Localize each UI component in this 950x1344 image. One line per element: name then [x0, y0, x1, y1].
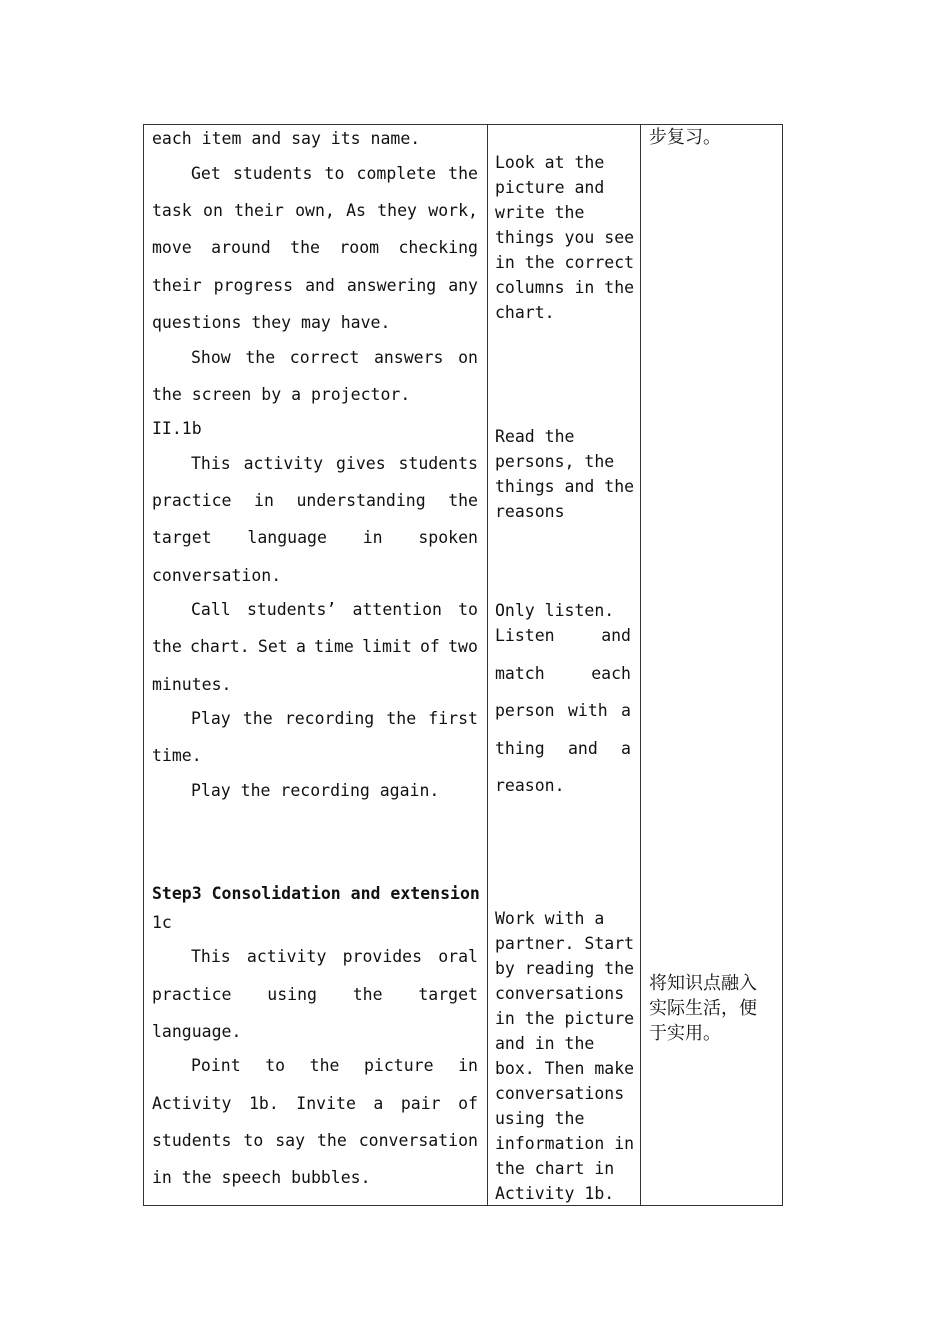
- text-line: [191, 947, 478, 967]
- word: Point: [191, 1056, 241, 1075]
- text-line: [191, 600, 478, 620]
- word: their: [152, 276, 202, 295]
- word: practice: [152, 491, 232, 510]
- word: Get: [191, 164, 221, 183]
- word: in: [362, 528, 383, 547]
- text-line: questions they may have.: [152, 313, 391, 332]
- word: correct: [289, 348, 360, 367]
- word: their: [234, 201, 284, 220]
- word: of: [420, 637, 440, 656]
- word: in: [458, 1056, 478, 1075]
- word: progress: [213, 276, 294, 295]
- text-line: in the speech bubbles.: [152, 1168, 371, 1187]
- word: a: [621, 701, 631, 720]
- text-line: the chart in: [495, 1159, 615, 1178]
- text-line: 步复习。: [649, 127, 721, 148]
- word: Invite: [296, 1094, 356, 1113]
- text-line: columns in the: [495, 278, 635, 297]
- text-line: by reading the: [495, 959, 635, 978]
- word: with: [567, 701, 608, 720]
- word: the: [152, 637, 182, 656]
- text-line: things and the: [495, 477, 635, 496]
- text-line: conversation.: [152, 566, 282, 585]
- word: provides: [342, 947, 423, 966]
- word: answering: [346, 276, 437, 295]
- word: a: [373, 1094, 384, 1113]
- word: the: [242, 709, 273, 728]
- text-line: language.: [152, 1022, 242, 1041]
- text-line: 将知识点融入: [649, 973, 757, 994]
- word: Set: [257, 637, 288, 656]
- text-line: picture and: [495, 178, 605, 197]
- word: in: [254, 491, 274, 510]
- word: picture: [364, 1056, 434, 1075]
- word: of: [458, 1094, 478, 1113]
- text-line: 于实用。: [649, 1023, 721, 1044]
- word: chart.: [190, 637, 250, 656]
- text-line: and in the: [495, 1034, 595, 1053]
- text-line: [152, 491, 478, 511]
- text-line: [495, 701, 631, 721]
- word: This: [191, 947, 231, 966]
- text-line: persons, the: [495, 452, 615, 471]
- text-line: reasons: [495, 502, 565, 521]
- word: limit: [362, 637, 412, 656]
- text-line: 实际生活，便: [649, 998, 757, 1019]
- word: and: [305, 276, 335, 295]
- word: move: [152, 238, 192, 257]
- word: activity: [246, 947, 327, 966]
- text-line: [191, 454, 478, 474]
- word: the: [352, 985, 383, 1004]
- text-line: chart.: [495, 303, 555, 322]
- word: person: [495, 701, 555, 720]
- text-line: [152, 1131, 478, 1151]
- text-line: [152, 985, 478, 1005]
- word: room: [339, 238, 380, 257]
- text-line: time.: [152, 746, 202, 765]
- text-line: information in: [495, 1134, 635, 1153]
- word: the: [290, 238, 320, 257]
- text-line: [152, 637, 478, 657]
- text-line: in the picture: [495, 1009, 635, 1028]
- word: complete: [356, 164, 437, 183]
- section-label: 1c: [152, 913, 172, 932]
- word: to: [265, 1056, 286, 1075]
- text-line: reason.: [495, 776, 565, 795]
- word: Show: [191, 348, 231, 367]
- word: and: [567, 739, 598, 758]
- text-line: [152, 238, 478, 258]
- word: the: [316, 1131, 347, 1150]
- word: understanding: [296, 491, 426, 510]
- text-line: [152, 201, 478, 221]
- word: spoken: [418, 528, 478, 547]
- text-line: [191, 348, 478, 368]
- text-line: partner. Start: [495, 934, 635, 953]
- word: pair: [400, 1094, 441, 1113]
- design-intent-column: [641, 125, 783, 1206]
- word: to: [243, 1131, 264, 1150]
- text-line: each item and say its name.: [152, 129, 421, 148]
- word: on: [458, 348, 478, 367]
- text-line: [495, 664, 631, 684]
- word: around: [211, 238, 271, 257]
- word: attention: [352, 600, 442, 619]
- text-line: [495, 739, 631, 759]
- text-line: [152, 1094, 478, 1114]
- text-line: the screen by a projector.: [152, 385, 411, 404]
- word: target: [152, 528, 212, 547]
- text-line: minutes.: [152, 675, 232, 694]
- word: the: [448, 491, 478, 510]
- word: match: [495, 664, 545, 683]
- text-line: [191, 164, 478, 184]
- teacher-activity-column: [144, 125, 488, 1206]
- word: task: [152, 201, 192, 220]
- word: recording: [284, 709, 375, 728]
- word: oral: [438, 947, 478, 966]
- word: 1b.: [248, 1094, 279, 1113]
- text-line: box. Then make: [495, 1059, 635, 1078]
- word: Activity: [152, 1094, 232, 1113]
- word: time: [314, 637, 354, 656]
- word: two: [448, 637, 478, 656]
- word: a: [295, 637, 306, 656]
- word: first: [428, 709, 478, 728]
- word: the: [245, 348, 276, 367]
- word: and: [601, 626, 631, 645]
- text-line: Work with a: [495, 909, 605, 928]
- word: students: [232, 164, 313, 183]
- word: Call: [191, 600, 231, 619]
- word: target: [418, 985, 478, 1004]
- text-line: Activity 1b.: [495, 1184, 615, 1203]
- word: As: [346, 201, 366, 220]
- word: This: [191, 454, 231, 473]
- text-line: conversations: [495, 1084, 625, 1103]
- word: a: [621, 739, 631, 758]
- word: gives: [335, 454, 386, 473]
- word: activity: [243, 454, 324, 473]
- word: the: [386, 709, 417, 728]
- text-line: conversations: [495, 984, 625, 1003]
- text-line: [152, 276, 478, 296]
- text-line: in the correct: [495, 253, 635, 272]
- word: each: [591, 664, 631, 683]
- text-line: [191, 709, 478, 729]
- section-label: II.1b: [152, 419, 202, 438]
- word: students’: [246, 600, 337, 619]
- word: Listen: [495, 626, 555, 645]
- text-line: Read the: [495, 427, 575, 446]
- word: on: [203, 201, 223, 220]
- text-line: Look at the: [495, 153, 605, 172]
- word: own,: [295, 201, 335, 220]
- word: students: [152, 1131, 232, 1150]
- step-heading: Step3 Consolidation and extension: [152, 884, 480, 903]
- text-line: [152, 528, 478, 548]
- word: any: [448, 276, 478, 295]
- word: to: [324, 164, 345, 183]
- text-line: things you see: [495, 228, 635, 247]
- word: the: [448, 164, 478, 183]
- word: work,: [428, 201, 478, 220]
- word: students: [398, 454, 478, 473]
- text-line: [495, 626, 631, 646]
- text-line: write the: [495, 203, 585, 222]
- word: conversation: [358, 1131, 478, 1150]
- word: thing: [495, 739, 545, 758]
- word: practice: [152, 985, 232, 1004]
- word: answers: [373, 348, 444, 367]
- text-line: Play the recording again.: [191, 781, 440, 800]
- word: Play: [191, 709, 231, 728]
- word: checking: [398, 238, 478, 257]
- word: using: [267, 985, 317, 1004]
- word: language: [247, 528, 327, 547]
- word: say: [275, 1131, 306, 1150]
- lesson-plan-table: [143, 124, 783, 1206]
- text-line: [191, 1056, 478, 1076]
- text-line: Only listen.: [495, 601, 615, 620]
- word: the: [309, 1056, 340, 1075]
- word: they: [377, 201, 417, 220]
- student-activity-column: [488, 125, 641, 1206]
- text-line: using the: [495, 1109, 585, 1128]
- word: to: [458, 600, 478, 619]
